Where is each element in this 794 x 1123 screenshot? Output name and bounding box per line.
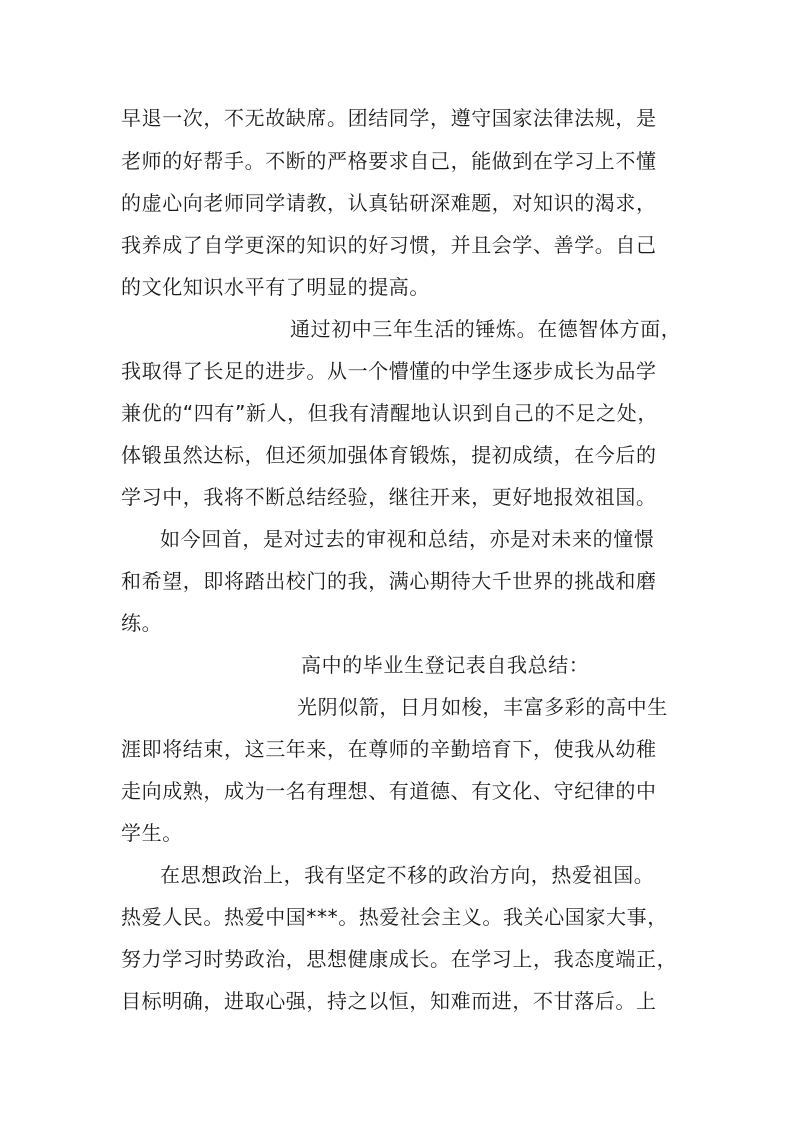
text-line: 练。 (121, 611, 163, 635)
text-line: 涯即将结束，这三年来，在尊师的辛勤培育下，使我从幼稚 (121, 737, 657, 761)
text-line: 的虚心向老师同学请教，认真钻研深难题，对知识的渴求， (121, 191, 657, 215)
text-line: 兼优的“四有”新人，但我有清醒地认识到自己的不足之处， (121, 401, 658, 425)
text-line: 和希望，即将踏出校门的我，满心期待大千世界的挑战和磨 (121, 569, 657, 593)
text-line: 在思想政治上，我有坚定不移的政治方向，热爱祖国。 (160, 863, 655, 887)
text-line: 走向成熟，成为一名有理想、有道德、有文化、守纪律的中 (121, 779, 657, 803)
section-heading: 高中的毕业生登记表自我总结： (301, 653, 590, 677)
text-line: 老师的好帮手。不断的严格要求自己，能做到在学习上不懂 (121, 149, 657, 173)
text-line: 学生。 (121, 821, 183, 845)
text-line: 如今回首，是对过去的审视和总结，亦是对未来的憧憬 (160, 527, 655, 551)
text-line: 的文化知识水平有了明显的提高。 (121, 275, 430, 299)
text-line: 我养成了自学更深的知识的好习惯，并且会学、善学。自己 (121, 233, 657, 257)
text-line: 通过初中三年生活的锤炼。在德智体方面， (290, 317, 682, 341)
text-line: 目标明确，进取心强，持之以恒，知难而进，不甘落后。上 (121, 989, 657, 1013)
text-line: 体锻虽然达标，但还须加强体育锻炼，提初成绩，在今后的 (121, 443, 657, 467)
text-line: 热爱人民。热爱中国***。热爱社会主义。我关心国家大事， (121, 905, 668, 929)
text-line: 早退一次，不无故缺席。团结同学，遵守国家法律法规，是 (121, 106, 657, 130)
text-line: 努力学习时势政治，思想健康成长。在学习上，我态度端正， (121, 947, 678, 971)
text-line: 学习中，我将不断总结经验，继往开来，更好地报效祖国。 (121, 485, 657, 509)
text-line: 我取得了长足的进步。从一个懵懂的中学生逐步成长为品学 (121, 359, 657, 383)
text-line: 光阴似箭，日月如梭，丰富多彩的高中生 (297, 695, 668, 719)
